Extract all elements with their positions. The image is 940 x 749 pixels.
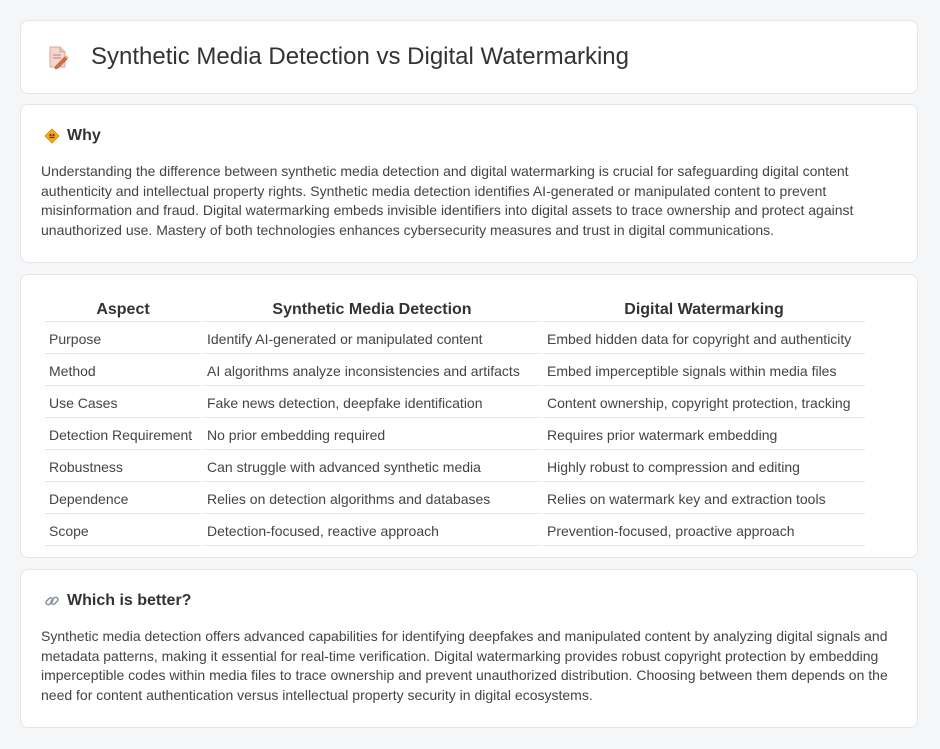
table-cell: No prior embedding required [203,420,541,450]
column-header-synthetic-media-detection: Synthetic Media Detection [203,297,541,322]
table-cell: Content ownership, copyright protection, tracking [543,388,865,418]
table-cell: Highly robust to compression and editing [543,452,865,482]
page-title: Synthetic Media Detection vs Digital Watermarking [91,43,629,70]
table-row [45,356,865,386]
table-cell: Relies on watermark key and extraction tools [543,484,865,514]
table-cell: Fake news detection, deepfake identification [203,388,541,418]
header-card [20,20,918,94]
why-section [20,104,918,263]
column-header-aspect: Aspect [45,297,201,322]
table-cell: Prevention-focused, proactive approach [543,516,865,546]
comparison-card [20,274,918,558]
table-cell: Embed hidden data for copyright and authenticity [543,324,865,354]
table-row [45,388,865,418]
table-cell: Scope [45,516,201,546]
column-header-digital-watermarking: Digital Watermarking [543,297,865,322]
table-cell: Robustness [45,452,201,482]
comparison-table [43,295,867,548]
table-row [45,516,865,546]
table-row [45,484,865,514]
which-is-better-text: Synthetic media detection offers advanced capabilities for identifying deepfakes and manipulated content by analyzing digital signals and metadata patterns, making it essential for real-time verification. Digital watermarking provides robust copyright protection by embedding imperceptible codes within media files to trace ownership and prevent unauthorized distribution. Choosing between them depends on the need for content authentication versus intellectual property security in digital ecosystems. [41,628,888,703]
table-row [45,452,865,482]
road-sign-icon [43,127,61,145]
table-row [45,420,865,450]
why-text: Understanding the difference between synthetic media detection and digital watermarking is crucial for safeguarding digital content authenticity and intellectual property rights. Synthetic media detection identifies AI-generated or manipulated content to prevent misinformation and fraud. Digital watermarking embeds invisible identifiers into digital assets to trace ownership and protect against unauthorized use. Mastery of both technologies enhances cybersecurity measures and trust in digital communications. [41,163,854,238]
table-cell: Use Cases [45,388,201,418]
table-cell: Method [45,356,201,386]
table-cell: Purpose [45,324,201,354]
table-cell: Relies on detection algorithms and databases [203,484,541,514]
table-cell: Requires prior watermark embedding [543,420,865,450]
table-cell: Detection-focused, reactive approach [203,516,541,546]
table-cell: AI algorithms analyze inconsistencies and artifacts [203,356,541,386]
table-row [45,324,865,354]
table-header-row [45,297,865,322]
table-cell: Identify AI-generated or manipulated content [203,324,541,354]
link-icon [43,592,61,610]
table-cell: Embed imperceptible signals within media files [543,356,865,386]
which-is-better-section [20,569,918,728]
table-cell: Can struggle with advanced synthetic media [203,452,541,482]
why-title: Why [67,127,101,144]
document-pencil-icon [47,45,69,69]
which-is-better-title: Which is better? [67,592,192,609]
table-cell: Detection Requirement [45,420,201,450]
table-cell: Dependence [45,484,201,514]
